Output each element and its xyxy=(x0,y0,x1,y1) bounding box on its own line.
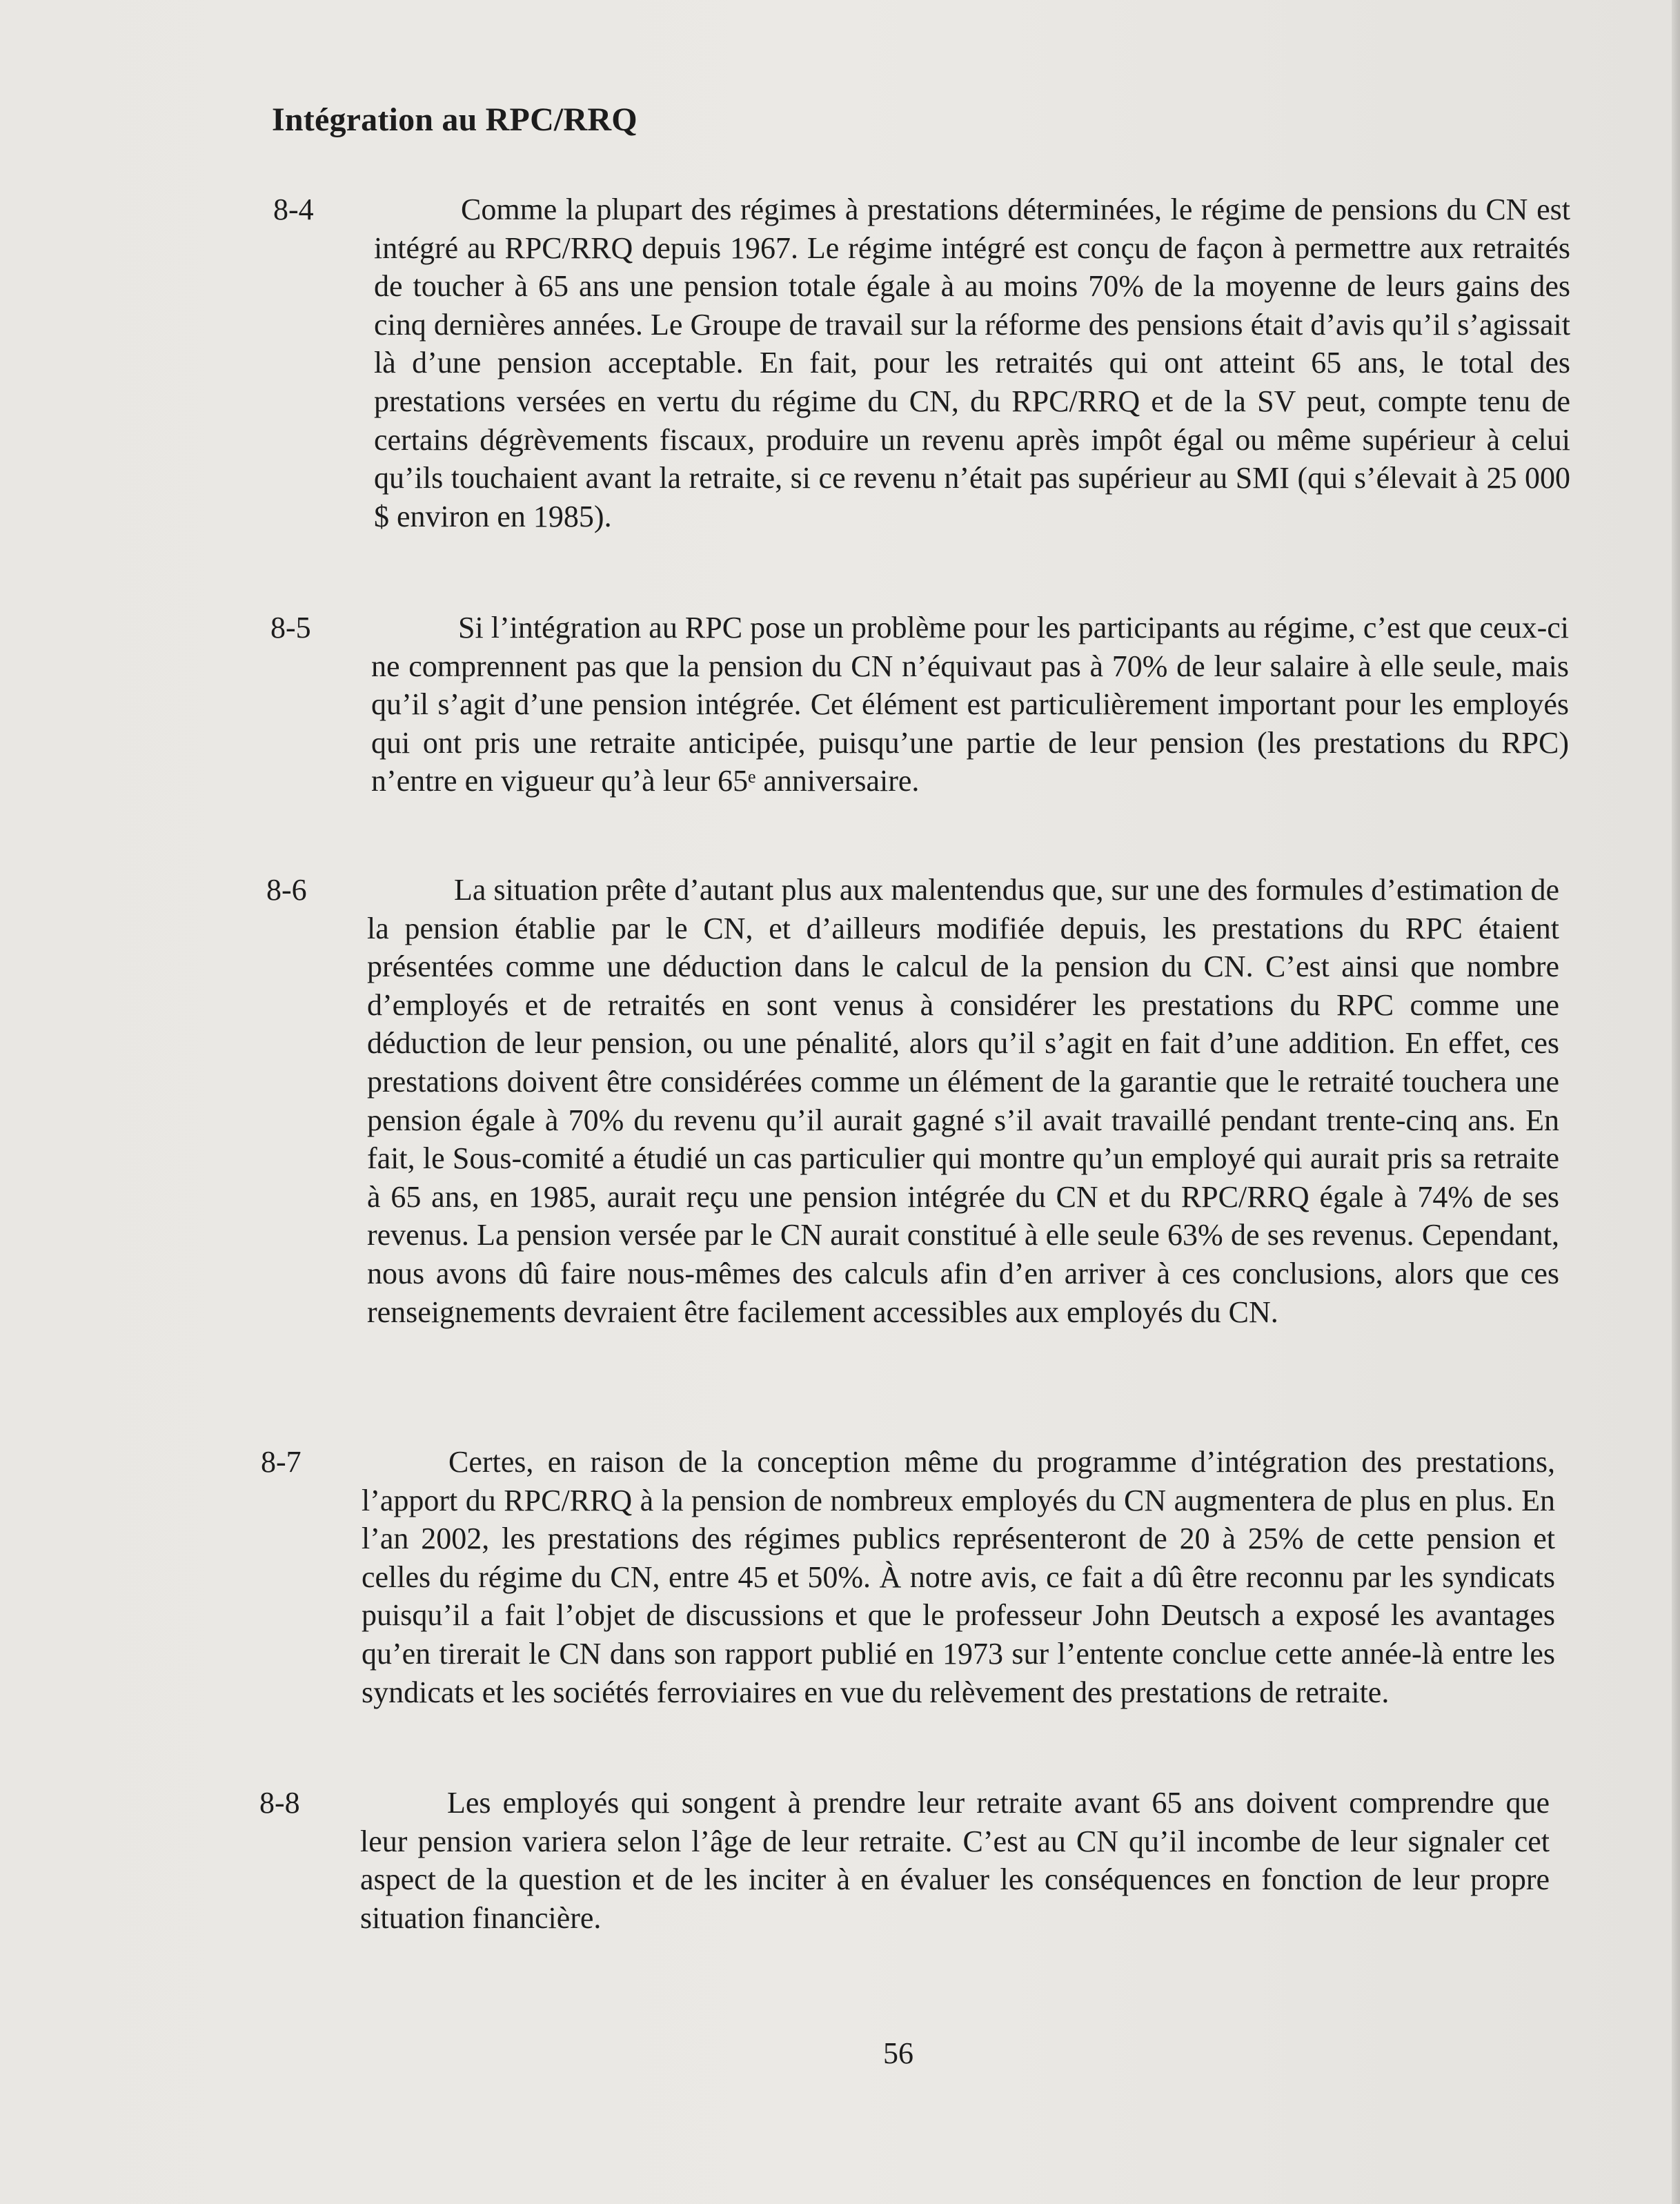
paragraph-8-4 xyxy=(273,190,1570,535)
paragraph-text: Comme la plupart des régimes à prestations déterminées, le régime de pensions du CN est intégré au RPC/RRQ depuis 1967. Le régime intégré est conçu de façon à permettre aux retraités de toucher à 65 ans une pension totale égale à au moins 70% de la moyenne de leurs gains des cinq dernières années. Le Groupe de travail sur la réforme des pensions était d’avis qu’il s’agissait là d’une pension acceptable. En fait, pour les retraités qui ont atteint 65 ans, le total des prestations versées en vertu du régime du CN, du RPC/RRQ et de la SV peut, compte tenu de certains dégrèvements fiscaux, produire un revenu après impôt égal ou même supérieur à celui qu’ils touchaient avant la retraite, si ce revenu n’était pas supérieur au SMI (qui s’élevait à 25 000 $ environ en 1985). xyxy=(374,193,1570,533)
paragraph-number: 8-8 xyxy=(259,1786,300,1820)
paragraph-number: 8-4 xyxy=(273,193,314,226)
paragraph-text: Certes, en raison de la conception même du programme d’intégration des prestations, l’apport du RPC/RRQ à la pension de nombreux employés du CN augmentera de plus en plus. En l’an 2002, les prestations des régimes publics représenteront de 20 à 25% de cette pension et celles du régime du CN, entre 45 et 50%. À notre avis, ce fait a dû être reconnu par les syndicats puisqu’il a fait l’objet de discussions et que le professeur John Deutsch a exposé les avantages qu’en tirerait le CN dans son rapport publié en 1973 sur l’entente conclue cette année-là entre les syndicats et les sociétés ferroviaires en vue du relèvement des prestations de retraite. xyxy=(362,1445,1555,1709)
paragraph-8-5 xyxy=(270,609,1569,800)
paragraph-number: 8-6 xyxy=(266,873,307,907)
paragraph-number: 8-7 xyxy=(261,1445,302,1479)
paragraph-8-8 xyxy=(259,1784,1550,1937)
page-number: 56 xyxy=(883,2036,913,2070)
paragraph-8-6 xyxy=(266,871,1559,1331)
paragraph-text: La situation prête d’autant plus aux malentendus que, sur une des formules d’estimation de la pension établie par le CN, et d’ailleurs modifiée depuis, les prestations du RPC étaient présentées comme une déduction dans le calcul de la pension du CN. C’est ainsi que nombre d’employés et de retraités en sont venus à considérer les prestations du RPC comme une déduction de leur pension, ou une pénalité, alors qu’il s’agit en fait d’une addition. En effet, ces prestations doivent être considérées comme un élément de la garantie que le retraité touchera une pension égale à 70% du revenu qu’il aurait gagné s’il avait travaillé pendant trente-cinq ans. En fait, le Sous-comité a étudié un cas particulier qui montre qu’un employé qui aurait pris sa retraite à 65 ans, en 1985, aurait reçu une pension intégrée du CN et du RPC/RRQ égale à 74% de ses revenus. La pension versée par le CN aurait constitué à elle seule 63% de ses revenus. Cependant, nous avons dû faire nous-mêmes des calculs afin d’en arriver à ces conclusions, alors que ces renseignements devraient être facilement accessibles aux employés du CN. xyxy=(367,873,1559,1329)
paragraph-text: Si l’intégration au RPC pose un problème pour les participants au régime, c’est que ceux-ci ne comprennent pas que la pension du CN n’équivaut pas à 70% de leur salaire à elle seule, mais qu’il s’agit d’une pension intégrée. Cet élément est particulièrement important pour les employés qui ont pris une retraite anticipée, puisqu’une partie de leur pension (les prestations du RPC) n’entre en vigueur qu’à leur 65ᵉ anniversaire. xyxy=(371,611,1569,798)
paragraph-8-7 xyxy=(261,1443,1555,1711)
paragraph-number: 8-5 xyxy=(270,611,311,645)
section-heading: Intégration au RPC/RRQ xyxy=(272,101,638,138)
paragraph-text: Les employés qui songent à prendre leur retraite avant 65 ans doivent comprendre que leur pension variera selon l’âge de leur retraite. C’est au CN qu’il incombe de leur signaler cet aspect de la question et de les inciter à en évaluer les conséquences en fonction de leur propre situation financière. xyxy=(360,1786,1550,1935)
page-edge-shadow xyxy=(1672,0,1680,2204)
